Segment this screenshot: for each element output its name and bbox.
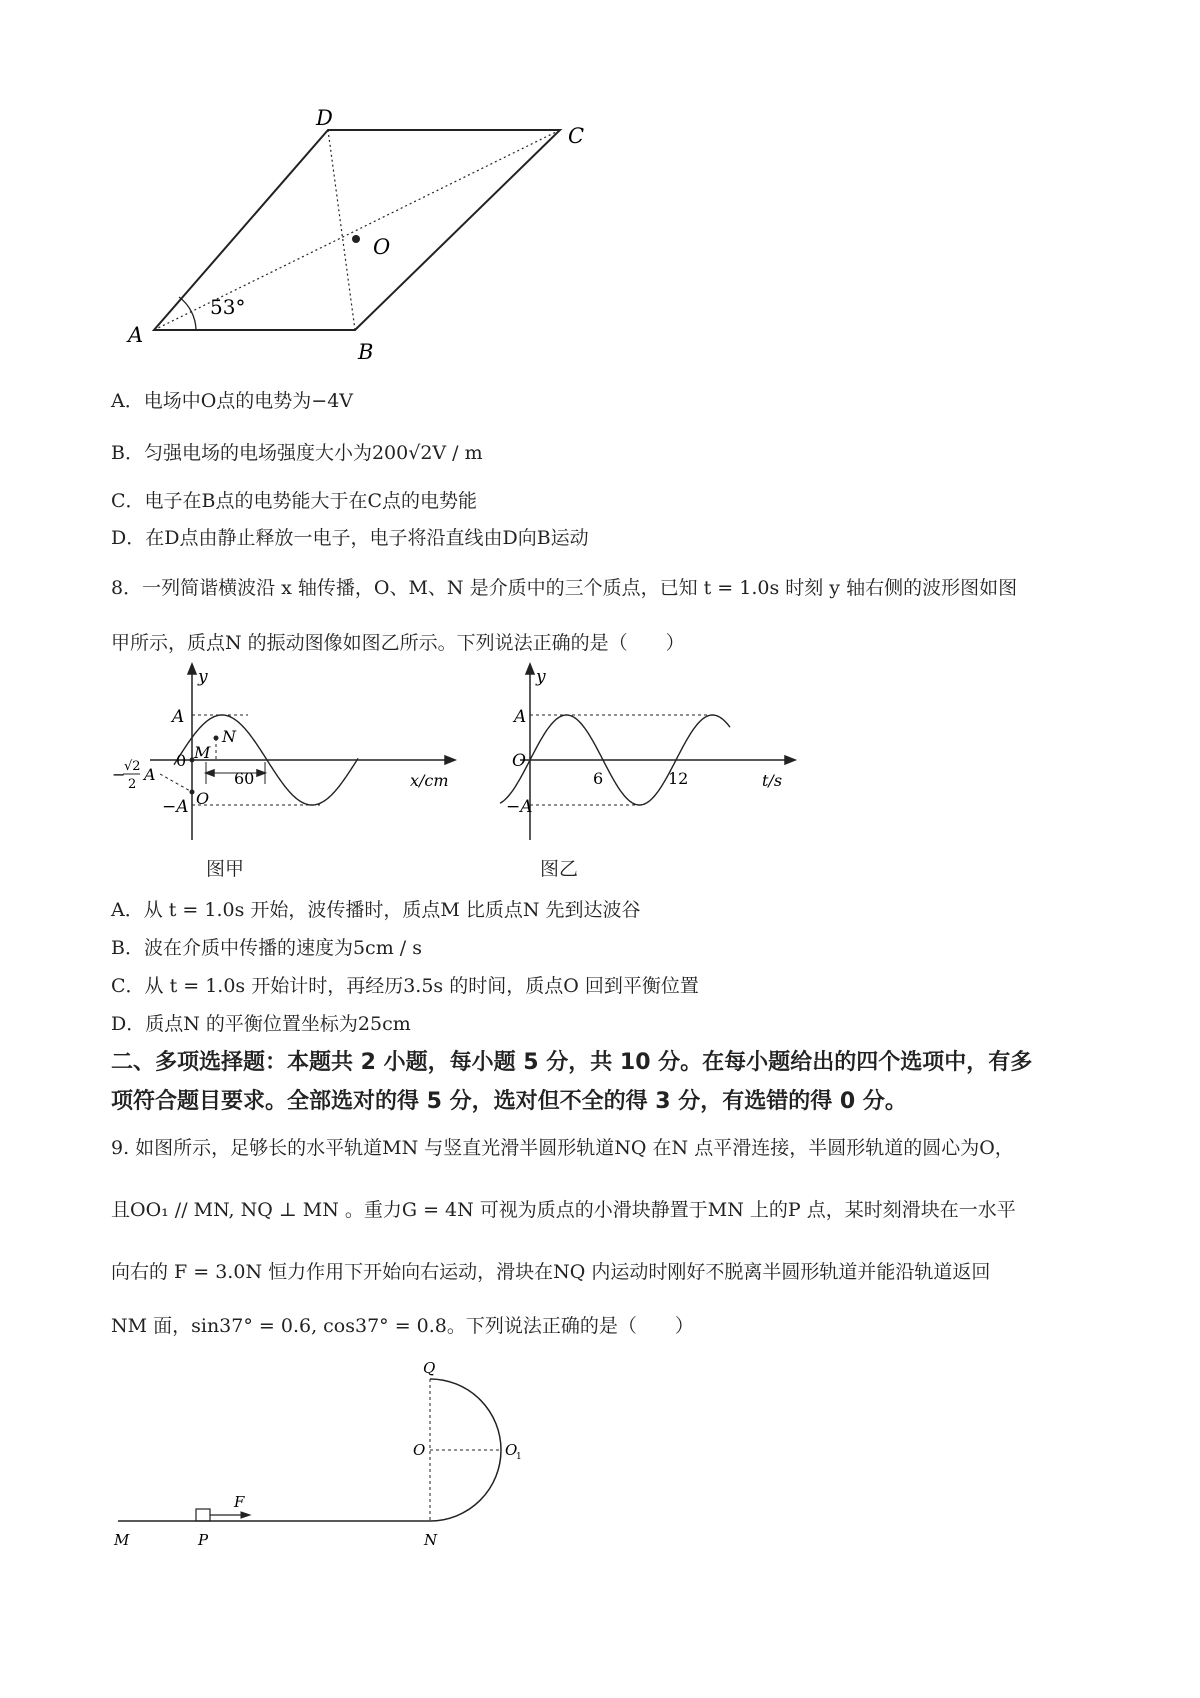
q8-option-b: B．波在介质中传播的速度为5cm / s	[111, 937, 422, 959]
q9-stem-line1: 9. 如图所示，足够长的水平轨道MN 与竖直光滑半圆形轨道NQ 在N 点平滑连接，半圆形轨道的圆心为O，	[111, 1137, 1014, 1159]
label-A: A	[128, 323, 144, 347]
label-C: C	[568, 124, 585, 148]
label-negA: −A	[506, 797, 533, 817]
y-axis-arrow	[526, 664, 534, 674]
q8-option-c: C．从 t = 1.0s 开始计时，再经历3.5s 的时间，质点O 回到平衡位置	[111, 975, 699, 997]
dim-arrow-left	[206, 770, 214, 776]
angle-arc	[179, 297, 196, 330]
y-axis-label: y	[536, 667, 546, 687]
track-figure	[110, 1345, 560, 1560]
section2-heading-line2: 项符合题目要求。全部选对的得 5 分，选对但不全的得 3 分，有选错的得 0 分。	[111, 1089, 907, 1114]
dim-arrow-right	[257, 770, 265, 776]
q9-stem-line3: 向右的 F = 3.0N 恒力作用下开始向右运动，滑块在NQ 内运动时刚好不脱离半圆形轨道并能沿轨道返回	[111, 1261, 991, 1283]
rhombus-figure	[110, 100, 610, 365]
label-B: B	[358, 340, 374, 364]
label-D: D	[316, 106, 333, 130]
point-N	[214, 736, 219, 741]
y-axis-arrow	[188, 664, 196, 674]
label-N: N	[222, 727, 236, 746]
label-P: P	[198, 1531, 209, 1549]
label-O1: O	[505, 1441, 518, 1459]
frac-den: 2	[128, 777, 137, 792]
label-N: N	[424, 1531, 438, 1549]
t-axis-label: t/s	[762, 771, 783, 790]
frac-A: A	[144, 765, 156, 784]
t-axis-arrow	[785, 756, 795, 764]
x-axis-label: x/cm	[410, 771, 449, 790]
label-zero: 0	[176, 751, 187, 770]
wave-figure-jia	[110, 662, 460, 882]
label-M: M	[194, 743, 211, 762]
q9-stem-line4: NM 面，sin37° = 0.6, cos37° = 0.8。下列说法正确的是（ ）	[111, 1315, 694, 1337]
q8-stem-line1: 8．一列简谐横波沿 x 轴传播，O、M、N 是介质中的三个质点，已知 t = 1.0s 时刻 y 轴右侧的波形图如图	[111, 577, 1018, 599]
label-O1-sub: 1	[516, 1452, 522, 1462]
q7-option-a: A．电场中O点的电势为−4V	[111, 390, 354, 412]
q9-stem-line2: 且OO₁ // MN, NQ ⊥ MN 。重力G = 4N 可视为质点的小滑块静置于MN 上的P 点，某时刻滑块在一水平	[111, 1199, 1016, 1221]
slider-block	[196, 1509, 210, 1521]
label-A: A	[172, 707, 185, 727]
dashed-sqrt2	[160, 774, 192, 792]
y-axis-label: y	[198, 667, 208, 687]
q7-option-c: C．电子在B点的电势能大于在C点的电势能	[111, 490, 478, 512]
q7-option-b: B．匀强电场的电场强度大小为200√2V / m	[111, 442, 483, 464]
caption-yi: 图乙	[540, 858, 579, 880]
frac-neg: −	[112, 765, 126, 784]
section2-heading-line1: 二、多项选择题：本题共 2 小题，每小题 5 分，共 10 分。在每小题给出的四个选项中，有多	[111, 1050, 1033, 1075]
label-O: O	[373, 235, 391, 259]
frac-num: √2	[124, 759, 141, 774]
q8-stem-line2: 甲所示，质点N 的振动图像如图乙所示。下列说法正确的是（ ）	[111, 632, 685, 654]
vibration-figure-yi	[490, 662, 810, 882]
q8-option-a: A．从 t = 1.0s 开始，波传播时，质点M 比质点N 先到达波谷	[111, 899, 641, 921]
label-F: F	[234, 1493, 245, 1511]
tick-12: 12	[668, 769, 689, 788]
label-O: O	[196, 789, 210, 808]
caption-jia: 图甲	[206, 858, 245, 880]
label-M: M	[114, 1531, 130, 1549]
label-O: O	[512, 751, 526, 771]
label-Q: Q	[423, 1359, 436, 1377]
label-negA: −A	[162, 797, 189, 817]
force-arrowhead	[241, 1512, 250, 1518]
diagonal-DB	[328, 130, 355, 330]
point-O	[190, 790, 195, 795]
angle-label: 53°	[210, 295, 246, 319]
label-A: A	[514, 707, 527, 727]
label-O: O	[413, 1441, 426, 1459]
dim-label: 60	[234, 769, 255, 788]
q8-option-d: D．质点N 的平衡位置坐标为25cm	[111, 1013, 411, 1035]
q7-option-d: D．在D点由静止释放一电子，电子将沿直线由D向B运动	[111, 527, 589, 549]
x-axis-arrow	[445, 756, 455, 764]
point-O	[352, 235, 360, 243]
tick-6: 6	[593, 769, 604, 788]
